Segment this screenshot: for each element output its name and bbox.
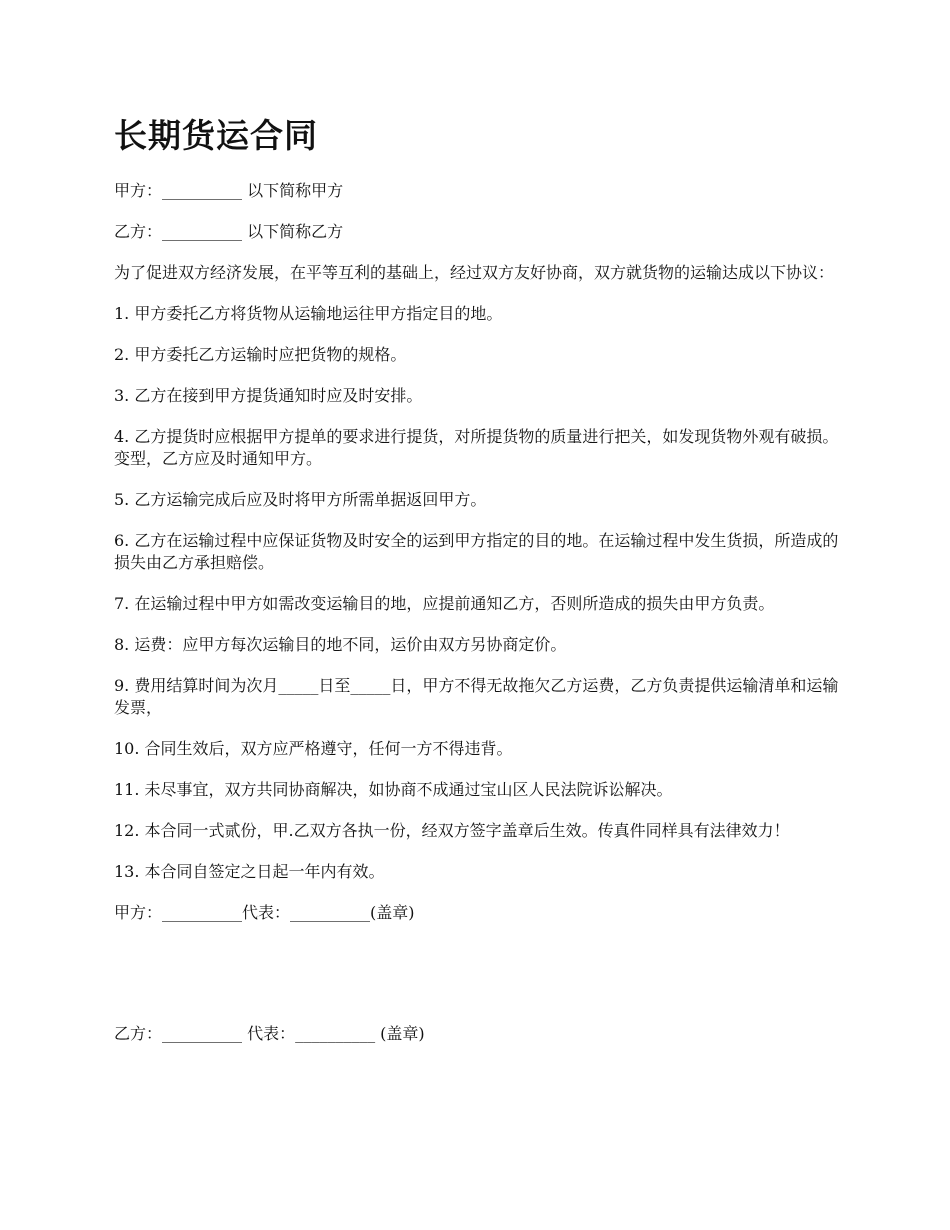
- clause-9: 9. 费用结算时间为次月_____日至_____日，甲方不得无故拖欠乙方运费，乙方负责提供运输清单和运输发票，: [114, 676, 839, 717]
- party-b-line: 乙方：__________ 以下简称乙方: [114, 222, 344, 241]
- clause-4: 4. 乙方提货时应根据甲方提单的要求进行提货，对所提货物的质量进行把关，如发现货物外观有破损。变型，乙方应及时通知甲方。: [114, 427, 839, 468]
- clause-11: 11. 未尽事宜，双方共同协商解决，如协商不成通过宝山区人民法院诉讼解决。: [114, 780, 673, 799]
- clause-8: 8. 运费：应甲方每次运输目的地不同，运价由双方另协商定价。: [114, 635, 567, 654]
- party-a-line: 甲方：__________ 以下简称甲方: [114, 181, 344, 200]
- clause-13: 13. 本合同自签定之日起一年内有效。: [114, 862, 385, 881]
- document-title: 长期货运合同: [114, 116, 318, 155]
- clause-1: 1. 甲方委托乙方将货物从运输地运往甲方指定目的地。: [114, 304, 503, 323]
- signature-spacer: [114, 943, 844, 1023]
- intro-paragraph: 为了促进双方经济发展，在平等互利的基础上，经过双方友好协商，双方就货物的运输达成以下协议：: [114, 263, 835, 282]
- clause-3: 3. 乙方在接到甲方提货通知时应及时安排。: [114, 386, 423, 405]
- clause-12: 12. 本合同一式贰份，甲.乙双方各执一份，经双方签字盖章后生效。传真件同样具有法律效力！: [114, 821, 790, 840]
- clause-6: 6. 乙方在运输过程中应保证货物及时安全的运到甲方指定的目的地。在运输过程中发生货损，所造成的损失由乙方承担赔偿。: [114, 531, 839, 572]
- signature-party-a: 甲方：__________代表：__________(盖章): [114, 903, 415, 922]
- contract-page: [114, 110, 844, 1064]
- signature-party-b: 乙方：__________ 代表：__________ (盖章): [114, 1024, 425, 1043]
- clause-2: 2. 甲方委托乙方运输时应把货物的规格。: [114, 345, 407, 364]
- clause-5: 5. 乙方运输完成后应及时将甲方所需单据返回甲方。: [114, 490, 487, 509]
- clause-7: 7. 在运输过程中甲方如需改变运输目的地，应提前通知乙方，否则所造成的损失由甲方负责。: [114, 594, 775, 613]
- clause-10: 10. 合同生效后，双方应严格遵守，任何一方不得违背。: [114, 739, 513, 758]
